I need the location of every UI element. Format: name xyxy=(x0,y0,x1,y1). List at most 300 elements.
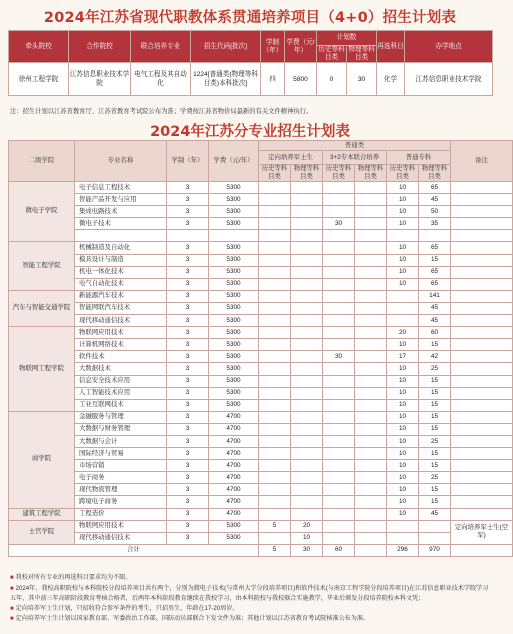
cell-college: 士官学院 xyxy=(9,520,75,544)
cell-regular-physics: 15 xyxy=(419,411,451,423)
cell-joint-history xyxy=(323,278,355,290)
cell-remark xyxy=(451,218,513,230)
cell-joint-physics xyxy=(355,266,387,278)
th-soldier: 定向培养军士生 xyxy=(259,151,323,165)
cell-joint-physics xyxy=(355,387,387,399)
cell-soldier-history xyxy=(259,448,291,460)
th-regular: 普通专科 xyxy=(387,151,451,165)
cell-regular-history: 10 xyxy=(387,266,419,278)
cell-soldier-physics xyxy=(291,206,323,218)
cell-remark xyxy=(451,351,513,363)
cell-major: 人工智能技术应用 xyxy=(75,387,167,399)
bullet-square-icon: ■ xyxy=(10,575,14,581)
cell-soldier-physics xyxy=(291,375,323,387)
cell-regular-history: 10 xyxy=(387,399,419,411)
table-row xyxy=(9,496,513,508)
total-row xyxy=(9,544,513,556)
note-item: ■ 我校对所有专业的再选科目要求均为不限。 xyxy=(10,574,132,581)
major-plan-table xyxy=(8,140,513,557)
cell-major: 工业互联网技术 xyxy=(75,399,167,411)
table-row xyxy=(9,472,513,484)
cell-joint-history xyxy=(323,230,355,242)
cell-remark xyxy=(451,302,513,314)
cell-regular-physics: 65 xyxy=(419,242,451,254)
table-row xyxy=(9,448,513,460)
cell-regular-physics: 42 xyxy=(419,351,451,363)
cell-soldier-history xyxy=(259,327,291,339)
cell-major: 电子商务 xyxy=(75,472,167,484)
th-major-name: 专业名称 xyxy=(75,141,167,182)
cell-fee: 4700 xyxy=(209,423,259,435)
cell-years: 3 xyxy=(167,351,209,363)
cell-remark xyxy=(451,230,513,242)
table-row xyxy=(9,484,513,496)
cell-regular-history: 10 xyxy=(387,423,419,435)
table-row xyxy=(9,218,513,230)
cell-fee: 5300 xyxy=(209,315,259,327)
cell-regular-history: 10 xyxy=(387,496,419,508)
cell-remark xyxy=(451,411,513,423)
cell-years: 3 xyxy=(167,532,209,544)
th-physics: 物理等科目类 xyxy=(419,165,451,182)
cell-major: 物联网应用技术 xyxy=(75,327,167,339)
cell-joint-history xyxy=(323,387,355,399)
cell-years: 3 xyxy=(167,182,209,194)
cell-regular-physics: 15 xyxy=(419,460,451,472)
cell-joint-history xyxy=(323,302,355,314)
cell-lead: 徐州工程学院 xyxy=(9,63,69,96)
cell-soldier-history xyxy=(259,254,291,266)
cell-soldier-history xyxy=(259,460,291,472)
cell-regular-history: 10 xyxy=(387,472,419,484)
cell-joint-physics xyxy=(355,508,387,520)
cell-years: 3 xyxy=(167,302,209,314)
cell-fee: 4700 xyxy=(209,472,259,484)
table-row xyxy=(9,206,513,218)
cell-fee: 5300 xyxy=(209,339,259,351)
cell-years: 3 xyxy=(167,363,209,375)
cell-fee: 5300 xyxy=(209,387,259,399)
cell-college: 商学院 xyxy=(9,411,75,508)
cell-soldier-physics xyxy=(291,327,323,339)
th-history: 历史等科目类 xyxy=(323,165,355,182)
cell-years: 3 xyxy=(167,484,209,496)
bullet-square-icon: ■ xyxy=(10,585,14,592)
cell-soldier-history xyxy=(259,496,291,508)
table-row xyxy=(9,387,513,399)
table-row xyxy=(9,508,513,520)
th-lead: 牵头院校 xyxy=(9,31,69,63)
cell-years: 3 xyxy=(167,242,209,254)
th-fee: 学费（元/年） xyxy=(285,31,317,63)
cell-joint-history xyxy=(323,315,355,327)
cell-fee: 4700 xyxy=(209,411,259,423)
cell-major: 微电子技术 xyxy=(75,218,167,230)
cell-joint-physics xyxy=(355,339,387,351)
cell-soldier-physics xyxy=(291,399,323,411)
cell-joint-physics xyxy=(355,375,387,387)
cell-joint-physics xyxy=(355,290,387,302)
cell-regular-history: 10 xyxy=(387,484,419,496)
table-row xyxy=(9,290,513,302)
cell-soldier-history xyxy=(259,387,291,399)
cell-soldier-physics xyxy=(291,290,323,302)
cell-joint-physics xyxy=(355,520,387,532)
cell-years: 3 xyxy=(167,460,209,472)
cell-regular-history: 17 xyxy=(387,351,419,363)
cell-joint-physics xyxy=(355,399,387,411)
cell-fee: 5300 xyxy=(209,218,259,230)
cell-joint-physics xyxy=(355,532,387,544)
table-row xyxy=(9,339,513,351)
cell-major: 软件技术 xyxy=(75,351,167,363)
cell-years: 3 xyxy=(167,423,209,435)
table-row xyxy=(9,351,513,363)
page-title: 2024年江苏省现代职教体系贯通培养项目（4+0）招生计划表 xyxy=(43,10,457,26)
cell-soldier-history xyxy=(259,218,291,230)
total-regular-physics: 970 xyxy=(419,544,451,556)
cell-fee xyxy=(209,230,259,242)
cell-joint-history xyxy=(323,508,355,520)
cell-fee: 4700 xyxy=(209,448,259,460)
th-joint: 3+2专本联合培养 xyxy=(323,151,387,165)
cell-elective: 化学 xyxy=(377,63,405,96)
cell-regular-physics xyxy=(419,532,451,544)
cell-joint-history xyxy=(323,339,355,351)
cell-joint-history xyxy=(323,266,355,278)
cell-soldier-physics xyxy=(291,218,323,230)
cell-soldier-history xyxy=(259,315,291,327)
cell-fee: 4700 xyxy=(209,460,259,472)
table-row xyxy=(9,460,513,472)
section-title: 2024年江苏分专业招生计划表 xyxy=(150,124,350,140)
cell-remark xyxy=(451,194,513,206)
th-remark: 备注 xyxy=(451,141,513,182)
cell-regular-physics: 45 xyxy=(419,315,451,327)
th-plan: 计划数 xyxy=(317,31,377,46)
cell-joint-physics xyxy=(355,254,387,266)
cell-years: 3 xyxy=(167,375,209,387)
total-regular-history: 296 xyxy=(387,544,419,556)
cell-years: 3 xyxy=(167,206,209,218)
cell-major: 现代移动通信技术 xyxy=(75,532,167,544)
cell-remark xyxy=(451,508,513,520)
cell-soldier-history xyxy=(259,278,291,290)
th-fee: 学费（元/年） xyxy=(209,141,259,182)
cell-regular-history xyxy=(387,520,419,532)
cell-joint-history xyxy=(323,182,355,194)
table-row xyxy=(9,194,513,206)
cell-joint-physics xyxy=(355,472,387,484)
cell-years: 3 xyxy=(167,472,209,484)
cell-fee: 5300 xyxy=(209,254,259,266)
cell-remark xyxy=(451,206,513,218)
cell-regular-history: 10 xyxy=(387,182,419,194)
total-joint-physics xyxy=(355,544,387,556)
cell-regular-history: 10 xyxy=(387,254,419,266)
cell-fee: 5300 xyxy=(209,206,259,218)
cell-remark xyxy=(451,278,513,290)
cell-soldier-history xyxy=(259,266,291,278)
cell-major: 模具设计与制造 xyxy=(75,254,167,266)
cell-soldier-history xyxy=(259,182,291,194)
cell-joint-physics xyxy=(355,242,387,254)
cell-fee: 5300 xyxy=(209,194,259,206)
cell-major: 机电一体化技术 xyxy=(75,266,167,278)
cell-joint-history xyxy=(323,472,355,484)
cell-regular-physics: 35 xyxy=(419,218,451,230)
cell-regular-history: 10 xyxy=(387,411,419,423)
cell-college: 微电子学院 xyxy=(9,182,75,242)
cell-fee: 5800 xyxy=(285,63,317,96)
cell-joint-history xyxy=(323,363,355,375)
th-code: 招生代码[批次] xyxy=(191,31,261,63)
cell-regular-physics: 50 xyxy=(419,206,451,218)
cell-joint-history xyxy=(323,327,355,339)
bullet-square-icon: ■ xyxy=(10,605,14,612)
cell-fee: 5300 xyxy=(209,520,259,532)
cell-remark xyxy=(451,182,513,194)
cell-joint-physics xyxy=(355,484,387,496)
cell-regular-physics: 65 xyxy=(419,266,451,278)
cell-remark: 定向培养军士生(空军) xyxy=(451,520,513,544)
total-soldier-history: 5 xyxy=(259,544,291,556)
cell-soldier-physics xyxy=(291,230,323,242)
cell-soldier-physics xyxy=(291,242,323,254)
cell-soldier-physics xyxy=(291,182,323,194)
plan-table-body xyxy=(9,182,513,545)
cell-soldier-history xyxy=(259,242,291,254)
cell-major: 信息安全技术应用 xyxy=(75,375,167,387)
cell-years: 3 xyxy=(167,290,209,302)
cell-major: 现代移动通信技术 xyxy=(75,315,167,327)
cell-regular-history xyxy=(387,230,419,242)
table-row xyxy=(9,411,513,423)
cell-remark xyxy=(451,460,513,472)
cell-fee: 5300 xyxy=(209,363,259,375)
cell-fee: 5300 xyxy=(209,182,259,194)
cell-soldier-physics: 10 xyxy=(291,532,323,544)
cell-remark xyxy=(451,375,513,387)
table-row xyxy=(9,435,513,447)
cell-soldier-history xyxy=(259,472,291,484)
th-elective: 再选科目 xyxy=(377,31,405,63)
th-physics: 物理等科目类 xyxy=(348,46,375,61)
cell-regular-physics: 141 xyxy=(419,290,451,302)
cell-joint-physics xyxy=(355,315,387,327)
cell-years: 3 xyxy=(167,278,209,290)
cell-joint-physics xyxy=(355,182,387,194)
cell-fee: 5300 xyxy=(209,327,259,339)
cell-regular-physics: 15 xyxy=(419,387,451,399)
cell-soldier-physics xyxy=(291,472,323,484)
th-history: 历史等科目类 xyxy=(318,46,345,61)
th-college: 二级学院 xyxy=(9,141,75,182)
cell-major: 工程造价 xyxy=(75,508,167,520)
cell-regular-physics: 25 xyxy=(419,363,451,375)
cell-history: 0 xyxy=(317,63,347,96)
th-location: 办学地点 xyxy=(405,31,493,63)
cell-soldier-physics xyxy=(291,387,323,399)
cell-soldier-history xyxy=(259,339,291,351)
cell-soldier-history xyxy=(259,375,291,387)
cell-soldier-physics xyxy=(291,351,323,363)
th-years: 学制（年） xyxy=(261,31,285,63)
cell-regular-history xyxy=(387,532,419,544)
cell-major: 电子信息工程技术 xyxy=(75,182,167,194)
cell-joint-history xyxy=(323,254,355,266)
notes-section xyxy=(10,573,492,625)
th-history: 历史等科目类 xyxy=(259,165,291,182)
cell-joint-history xyxy=(323,448,355,460)
cell-college: 建筑工程学院 xyxy=(9,508,75,520)
th-partner: 合作院校 xyxy=(69,31,131,63)
cell-joint-physics xyxy=(355,278,387,290)
cell-joint-history xyxy=(323,435,355,447)
cell-soldier-physics xyxy=(291,496,323,508)
cell-joint-physics xyxy=(355,435,387,447)
cell-joint-history xyxy=(323,411,355,423)
cell-regular-physics xyxy=(419,230,451,242)
cell-remark xyxy=(451,266,513,278)
cell-regular-physics: 45 xyxy=(419,302,451,314)
cell-years: 3 xyxy=(167,315,209,327)
cell-years: 3 xyxy=(167,387,209,399)
cell-soldier-physics xyxy=(291,484,323,496)
cell-major: 大数据技术 xyxy=(75,363,167,375)
cell-remark xyxy=(451,387,513,399)
cell-years: 3 xyxy=(167,508,209,520)
th-years: 学制（年） xyxy=(167,141,209,182)
cell-regular-physics: 15 xyxy=(419,339,451,351)
cell-regular-history xyxy=(387,290,419,302)
cell-fee: 5300 xyxy=(209,399,259,411)
cell-joint-history xyxy=(323,242,355,254)
cell-soldier-history xyxy=(259,423,291,435)
cell-soldier-history xyxy=(259,351,291,363)
top-table-note: 注：招生计划以江苏省教育厅、江苏省教育考试院公布为准；学费按江苏省物价局最新的有关文件精神执行。 xyxy=(10,108,313,115)
total-soldier-physics: 30 xyxy=(291,544,323,556)
cell-major: 现代物流管理 xyxy=(75,484,167,496)
note-item: ■ 定向培养军士生计划以国家教育部、军委政治工作部、国防动员部联合下发文件为准；其他计划以江苏省教育考试院核准公布为准。 xyxy=(10,615,370,622)
cell-fee: 5300 xyxy=(209,351,259,363)
cell-fee: 5300 xyxy=(209,532,259,544)
cell-remark xyxy=(451,423,513,435)
cell-years: 3 xyxy=(167,399,209,411)
cell-major: 电气自动化技术 xyxy=(75,278,167,290)
table-row xyxy=(9,423,513,435)
cell-regular-history: 20 xyxy=(387,327,419,339)
cell-years: 3 xyxy=(167,496,209,508)
cell-fee: 4700 xyxy=(209,484,259,496)
cell-remark xyxy=(451,472,513,484)
cell-regular-history: 10 xyxy=(387,242,419,254)
cell-regular-history: 10 xyxy=(387,339,419,351)
cell-remark xyxy=(451,327,513,339)
cell-remark xyxy=(451,290,513,302)
cell-joint-physics xyxy=(355,327,387,339)
cell-soldier-history xyxy=(259,363,291,375)
cell-regular-physics: 25 xyxy=(419,435,451,447)
cell-joint-physics xyxy=(355,448,387,460)
cell-joint-physics xyxy=(355,218,387,230)
cell-soldier-physics xyxy=(291,339,323,351)
total-label: 合计 xyxy=(9,544,259,556)
cell-regular-history: 10 xyxy=(387,278,419,290)
cell-joint-physics xyxy=(355,363,387,375)
cell-fee: 4700 xyxy=(209,508,259,520)
table-row xyxy=(9,532,513,544)
note-item: ■ 2024年，我校高职院校与本科院校分段培养项目共有两个，分别为微电子技术(与常州大学分段培养项目)和软件技术(与南京工程学院分段培养项目)在江苏信息职业技术学院学习五年，其中前三年高职阶段教育考核合格者，后两年本科阶段教育继续在我校学习，由本科院校与我校联合实施教学，毕业后颁发分段培养院校本科文凭； xyxy=(10,584,489,602)
cell-soldier-history xyxy=(259,532,291,544)
cell-soldier-physics xyxy=(291,302,323,314)
total-joint-history: 60 xyxy=(323,544,355,556)
table-row xyxy=(9,520,513,532)
table-row xyxy=(9,399,513,411)
cell-soldier-physics xyxy=(291,363,323,375)
cell-fee: 5300 xyxy=(209,375,259,387)
cell-soldier-physics xyxy=(291,411,323,423)
cell-joint-physics xyxy=(355,302,387,314)
cell-remark xyxy=(451,496,513,508)
cell-major: 跨境电子商务 xyxy=(75,496,167,508)
cell-joint-history: 30 xyxy=(323,351,355,363)
table-row xyxy=(9,302,513,314)
cell-remark xyxy=(451,448,513,460)
cell-major: 国际经济与贸易 xyxy=(75,448,167,460)
cell-regular-physics: 45 xyxy=(419,508,451,520)
cell-partner: 江苏信息职业技术学院 xyxy=(69,63,131,96)
table-row xyxy=(9,63,493,96)
cell-major: 新能源汽车技术 xyxy=(75,290,167,302)
cell-soldier-history xyxy=(259,399,291,411)
bullet-square-icon: ■ xyxy=(10,616,14,622)
cell-joint-physics xyxy=(355,351,387,363)
cell-soldier-physics xyxy=(291,460,323,472)
cell-fee: 4700 xyxy=(209,496,259,508)
cell-major: 智能网联汽车技术 xyxy=(75,302,167,314)
cell-years: 3 xyxy=(167,339,209,351)
cell-soldier-physics xyxy=(291,423,323,435)
cell-regular-history: 10 xyxy=(387,194,419,206)
cell-major: 电气工程及其自动化 xyxy=(131,63,191,96)
cell-joint-history xyxy=(323,290,355,302)
cell-regular-physics: 60 xyxy=(419,327,451,339)
cell-soldier-history xyxy=(259,484,291,496)
cell-fee: 5300 xyxy=(209,278,259,290)
joint-program-table xyxy=(8,30,493,96)
cell-joint-history xyxy=(323,423,355,435)
cell-regular-physics xyxy=(419,520,451,532)
table-row xyxy=(9,182,513,194)
cell-joint-history xyxy=(323,194,355,206)
cell-joint-history xyxy=(323,460,355,472)
cell-joint-history xyxy=(323,496,355,508)
cell-regular-history: 10 xyxy=(387,387,419,399)
cell-years xyxy=(167,230,209,242)
cell-soldier-physics xyxy=(291,266,323,278)
cell-soldier-history xyxy=(259,302,291,314)
cell-major: 计算机网络技术 xyxy=(75,339,167,351)
cell-soldier-physics xyxy=(291,315,323,327)
cell-major xyxy=(75,230,167,242)
cell-soldier-history xyxy=(259,508,291,520)
cell-remark xyxy=(451,484,513,496)
cell-regular-physics: 15 xyxy=(419,496,451,508)
table-row xyxy=(9,375,513,387)
table-row xyxy=(9,230,513,242)
cell-soldier-history xyxy=(259,435,291,447)
